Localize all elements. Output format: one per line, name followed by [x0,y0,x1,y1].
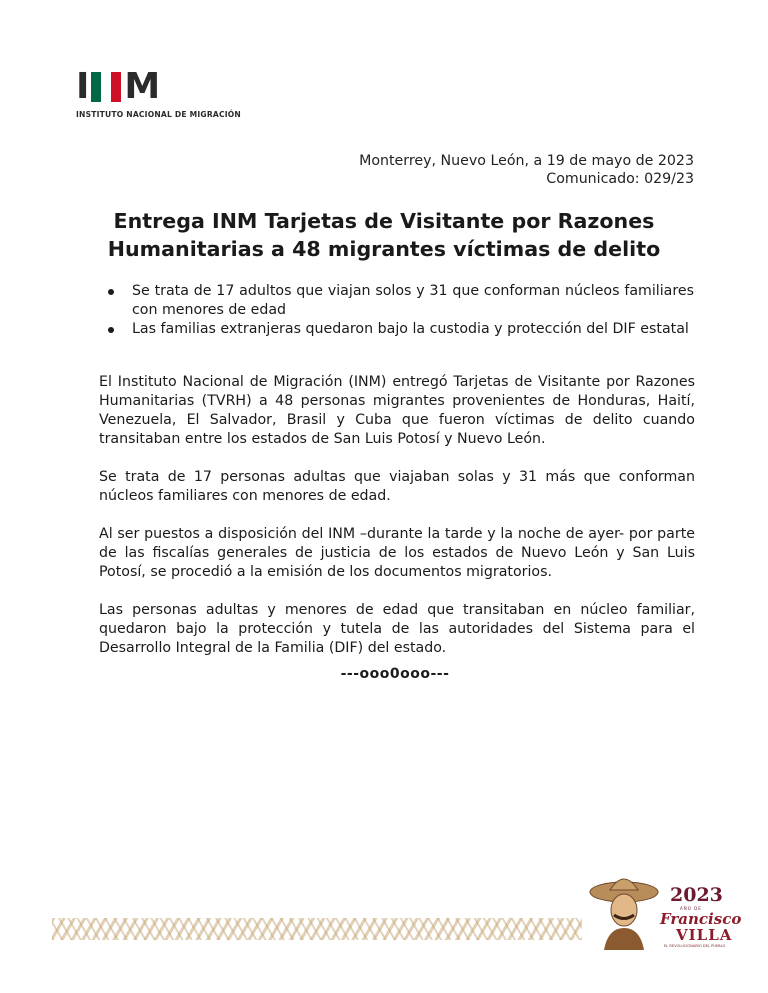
dateline-block [359,152,694,188]
logo-mark [76,66,236,107]
body-text [99,373,695,677]
summary-bullets [116,282,694,338]
paragraph: Las personas adultas y menores de edad que transitaban en núcleo familiar, quedaron bajo la protección y tutela de las autoridades del Sistema para el Desarrollo Integral de la Familia (DIF) del estado. [99,602,695,656]
emblem-villa: VILLA [676,926,733,944]
paragraph: Se trata de 17 personas adultas que viajaban solas y 31 más que conforman núcleos familiares con menores de edad. [99,469,695,504]
title-line-1: Entrega INM Tarjetas de Visitante por Razones [113,209,655,233]
title-line-2: Humanitarias a 48 migrantes víctimas de delito [107,237,661,261]
bullet-icon [108,289,114,295]
list-item [116,320,694,339]
bullet-text: Se trata de 17 adultos que viajan solos y 31 que conforman núcleos familiares con menores de edad [132,283,694,318]
dateline: Monterrey, Nuevo León, a 19 de mayo de 2023 [359,153,694,169]
decorative-border [52,918,582,940]
emblem-tagline: EL REVOLUCIONARIO DEL PUEBLO [664,944,726,948]
paragraph: Al ser puestos a disposición del INM –durante la tarde y la noche de ayer- por parte de las fiscalías generales de justicia de los estados de Nuevo León y San Luis Potosí, se procedió a la emisión de los documentos migratorios. [99,526,695,580]
logo-subtitle: INSTITUTO NACIONAL DE MIGRACIÓN [76,110,241,119]
page-title [84,207,684,263]
logo-letter-m: M [124,66,160,107]
logo-letter-i: I [76,66,89,107]
flag-emblem-icon [91,72,121,102]
closing-mark: ---ooo0ooo--- [340,666,450,682]
francisco-villa-emblem [588,870,742,950]
bullet-text: Las familias extranjeras quedaron bajo la custodia y protección del DIF estatal [132,320,689,337]
bullet-icon [108,327,114,333]
release-number: Comunicado: 029/23 [546,171,694,187]
emblem-name: Francisco [660,910,742,928]
emblem-small-text: AÑO DE [680,906,702,911]
inm-logo [76,66,241,119]
list-item [116,282,694,320]
paragraph: El Instituto Nacional de Migración (INM) entregó Tarjetas de Visitante por Razones Humanitarias (TVRH) a 48 personas migrantes provenientes de Honduras, Haití, Venezuela, El Salvador, Brasil y Cuba que fueron víctimas de delito cuando transitaban entre los estados de San Luis Potosí y Nuevo León. [99,374,695,447]
villa-portrait-icon [588,870,660,950]
emblem-year: 2023 [670,884,723,906]
